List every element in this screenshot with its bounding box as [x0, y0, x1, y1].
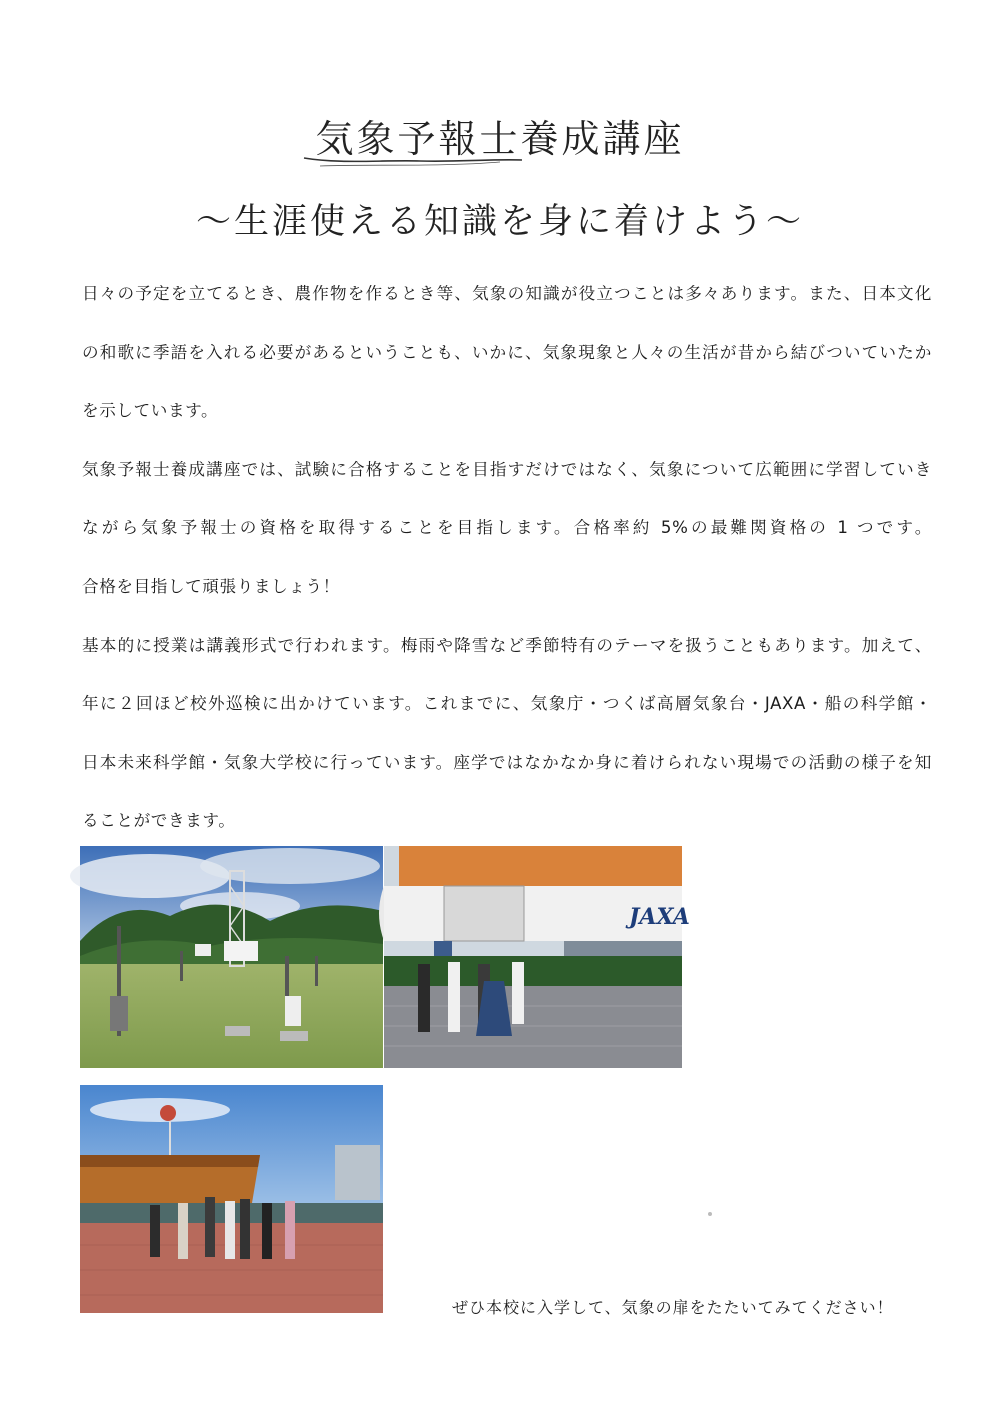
paragraph-line: 日々の予定を立てるとき、農作物を作るとき等、気象の知識が役立つことは多々あります。また、日本文化 — [82, 284, 932, 303]
scan-speck — [708, 1212, 712, 1216]
paragraph-line: 合格を目指して頑張りましょう！ — [82, 576, 340, 596]
page-title: 気象予報士養成講座 — [315, 117, 685, 161]
body-paragraphs — [82, 277, 932, 863]
paragraph-line: ながら気象予報士の資格を取得することを目指します。合格率約 5%の最難関資格の 1 つです。 — [82, 518, 932, 538]
paragraph-line: 気象予報士養成講座では、試験に合格することを目指すだけではなく、気象について広範囲に学習していき — [82, 459, 932, 479]
photo-ship-museum-group — [80, 1085, 383, 1313]
closing-message: ぜひ本校に入学して、気象の扉をたたいてみてください！ — [452, 1298, 894, 1317]
photo-jaxa-rocket — [384, 846, 690, 1068]
jaxa-logo: JAXA — [629, 904, 690, 930]
paragraph-line: ることができます。 — [82, 811, 236, 831]
photo-observatory-field — [80, 846, 383, 1068]
paragraph-line: の和歌に季語を入れる必要があるということも、いかに、気象現象と人々の生活が昔から結びついていたか — [82, 342, 932, 362]
paragraph-line: 年に２回ほど校外巡検に出かけています。これまでに、気象庁・つくば高層気象台・JAXA・船の科学館・ — [82, 694, 932, 714]
page-subtitle: 〜生涯使える知識を身に着けよう〜 — [195, 202, 804, 242]
paragraph-line: を示しています。 — [82, 401, 219, 421]
handwritten-underline — [300, 140, 525, 170]
paragraph-line: 基本的に授業は講義形式で行われます。梅雨や降雪など季節特有のテーマを扱うこともあります。加えて、 — [82, 635, 932, 655]
paragraph-line: 日本未来科学館・気象大学校に行っています。座学ではなかなか身に着けられない現場での活動の様子を知 — [82, 752, 932, 772]
